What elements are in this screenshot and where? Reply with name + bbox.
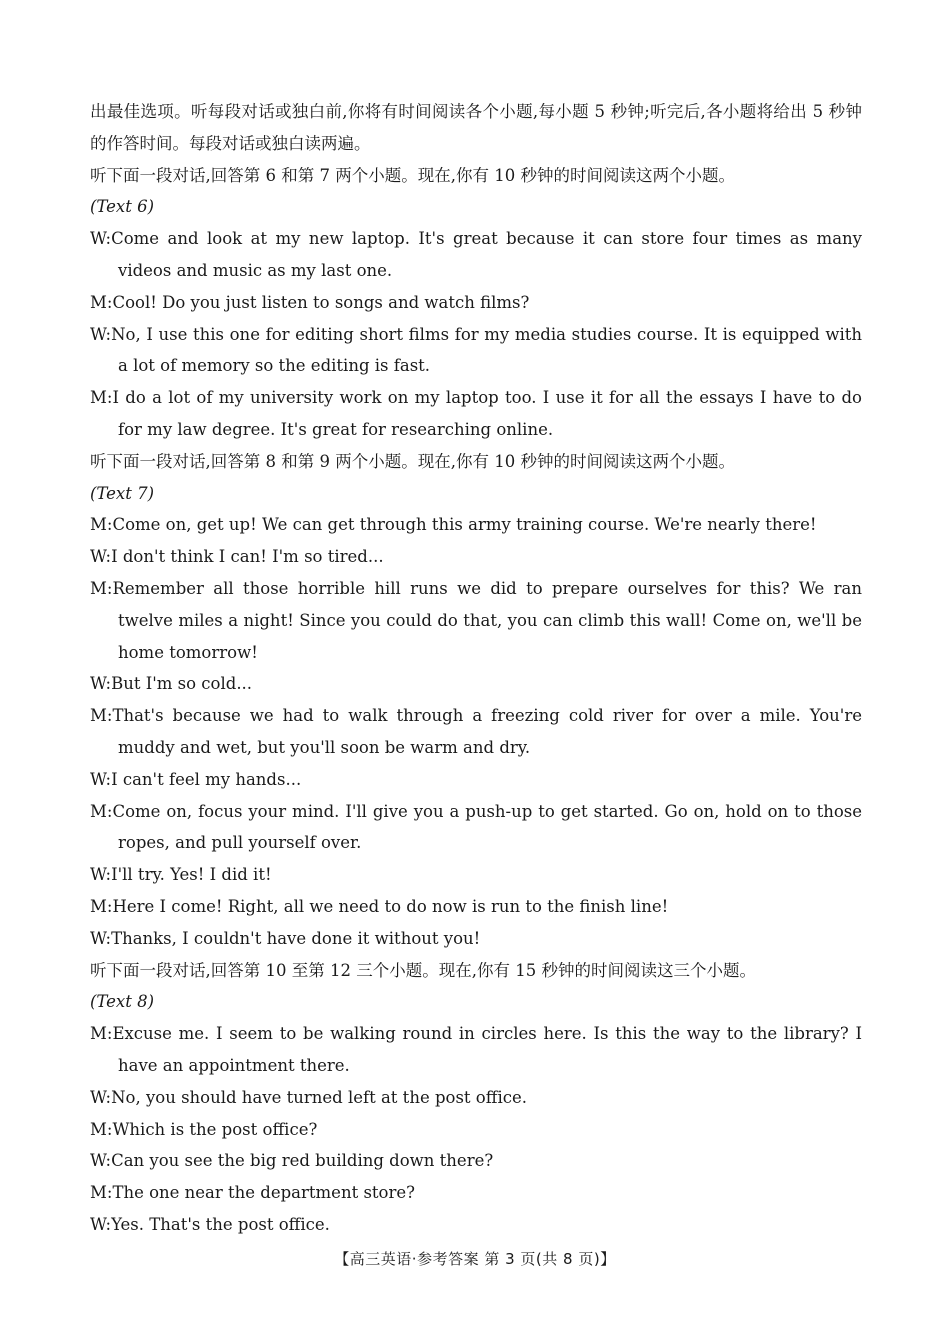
dialogue-line: W:No, I use this one for editing short films for my media studies course. It is equipped with a lot of memory so the editing is fast. xyxy=(90,324,862,376)
dialogue-line: W:I can't feel my hands... xyxy=(90,769,302,789)
dialogue-line: W:Thanks, I couldn't have done it without you! xyxy=(90,928,481,948)
dialogue-line: W:Can you see the big red building down there? xyxy=(90,1151,494,1171)
dialogue-line: M:That's because we had to walk through a freezing cold river for over a mile. You're muddy and wet, but you'll soon be warm and dry. xyxy=(90,706,862,757)
dialogue-line: W:I don't think I can! I'm so tired... xyxy=(90,547,384,567)
dialogue-line: M:Excuse me. I seem to be walking round in circles here. Is this the way to the library? I have an appointment there. xyxy=(90,1024,862,1075)
section-instruction: 听下面一段对话,回答第 6 和第 7 两个小题。现在,你有 10 秒钟的时间阅读这两个小题。 xyxy=(90,165,735,185)
dialogue-line: W:I'll try. Yes! I did it! xyxy=(90,865,272,885)
dialogue-line: M:Come on, focus your mind. I'll give you a push-up to get started. Go on, hold on to those ropes, and pull yourself over. xyxy=(90,801,862,853)
transcript-body xyxy=(90,96,862,1241)
section-instruction: 听下面一段对话,回答第 8 和第 9 两个小题。现在,你有 10 秒钟的时间阅读这两个小题。 xyxy=(90,451,735,471)
dialogue-line: M:I do a lot of my university work on my laptop too. I use it for all the essays I have to do for my law degree. It's great for researching online. xyxy=(90,388,862,439)
section-instruction: 听下面一段对话,回答第 10 至第 12 三个小题。现在,你有 15 秒钟的时间阅读这三个小题。 xyxy=(90,960,756,980)
text-label: (Text 7) xyxy=(90,483,155,503)
dialogue-line: W:Come and look at my new laptop. It's great because it can store four times as many videos and music as my last one. xyxy=(90,229,862,280)
dialogue-line: M:Cool! Do you just listen to songs and watch films? xyxy=(90,292,530,312)
dialogue-line: W:Yes. That's the post office. xyxy=(90,1214,330,1234)
dialogue-line: M:Here I come! Right, all we need to do now is run to the finish line! xyxy=(90,896,669,916)
text-label: (Text 8) xyxy=(90,992,155,1012)
dialogue-line: W:No, you should have turned left at the post office. xyxy=(90,1087,527,1107)
dialogue-line: M:Come on, get up! We can get through this army training course. We're nearly there! xyxy=(90,515,817,535)
dialogue-line: M:Remember all those horrible hill runs we did to prepare ourselves for this? We ran twelve miles a night! Since you could do that, you can climb this wall! Come on, we'll be home tomorrow! xyxy=(90,578,862,662)
text-label: (Text 6) xyxy=(90,197,155,217)
dialogue-line: M:Which is the post office? xyxy=(90,1119,318,1139)
dialogue-line: W:But I'm so cold... xyxy=(90,674,253,694)
page-footer: 【高三英语·参考答案 第 3 页(共 8 页)】 xyxy=(334,1250,616,1268)
dialogue-line: M:The one near the department store? xyxy=(90,1183,415,1203)
instruction-text: 出最佳选项。听每段对话或独白前,你将有时间阅读各个小题,每小题 5 秒钟;听完后,各小题将给出 5 秒钟的作答时间。每段对话或独白读两遍。 xyxy=(90,102,862,153)
